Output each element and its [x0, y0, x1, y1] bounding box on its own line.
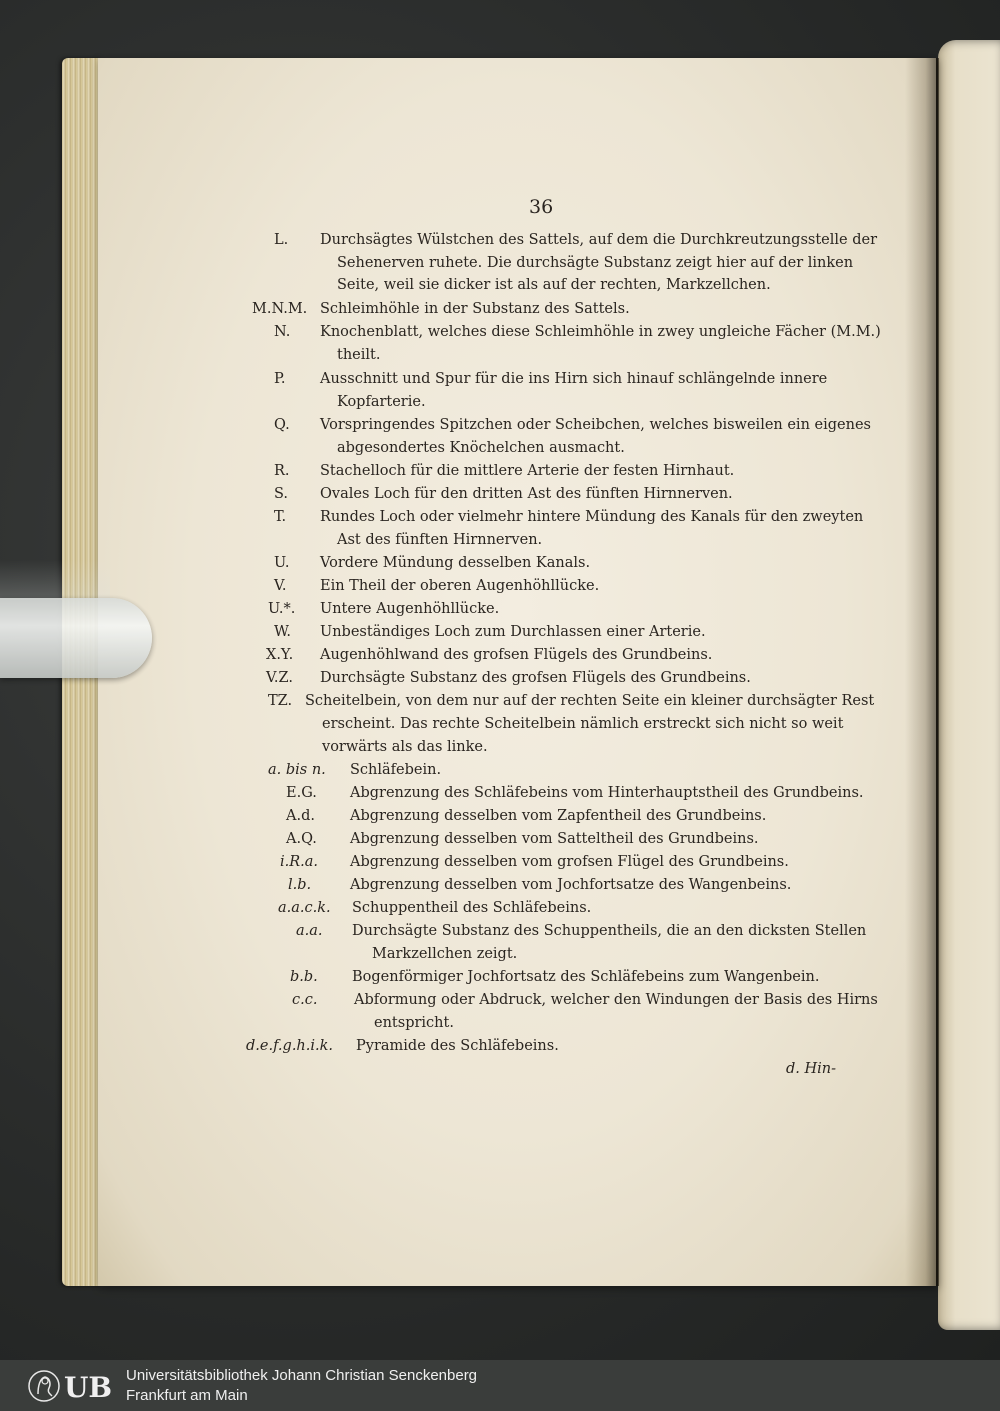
entry-key: c.c. — [292, 992, 318, 1008]
entry-key: P. — [274, 371, 286, 387]
footer-library-name: Universitätsbibliothek Johann Christian Senckenberg — [126, 1367, 478, 1384]
entry-line: Abgrenzung desselben vom Jochfortsatze des Wangenbeins. — [350, 877, 792, 893]
entry-line: Kopfarterie. — [337, 394, 426, 410]
glass-clamp-reflection — [0, 560, 110, 600]
entry-line: Unbeständiges Loch zum Durchlassen einer Arterie. — [320, 624, 706, 640]
entry-line: entspricht. — [374, 1015, 454, 1031]
catchword: d. Hin- — [786, 1061, 837, 1077]
entry-key: V. — [274, 578, 287, 594]
entry-key: U. — [274, 555, 290, 571]
adjacent-page — [938, 40, 1000, 1330]
entry-key: A.Q. — [286, 831, 317, 847]
entry-key: Q. — [274, 417, 290, 433]
entry-line: abgesondertes Knöchelchen ausmacht. — [337, 440, 625, 456]
entry-key: a.a. — [296, 923, 323, 939]
entry-key: V.Z. — [266, 670, 293, 686]
entry-key: M.N.M. — [252, 301, 308, 317]
entry-key: TZ. — [268, 693, 293, 709]
entry-key: i.R.a. — [280, 854, 319, 870]
entry-key: a.a.c.k. — [278, 900, 331, 916]
entry-line: Ovales Loch für den dritten Ast des fünften Hirnnerven. — [320, 486, 733, 502]
entry-line: Abformung oder Abdruck, welcher den Windungen der Basis des Hirns — [354, 992, 878, 1008]
entry-line: Schleimhöhle in der Substanz des Sattels. — [320, 301, 630, 317]
entry-line: Abgrenzung desselben vom grofsen Flügel des Grundbeins. — [350, 854, 789, 870]
entry-line: Vorspringendes Spitzchen oder Scheibchen, welches bisweilen ein eigenes — [320, 417, 871, 433]
entry-line: Vordere Mündung desselben Kanals. — [320, 555, 591, 571]
entry-key: W. — [274, 624, 291, 640]
entry-line: Ausschnitt und Spur für die ins Hirn sich hinauf schlängelnde innere — [320, 371, 828, 387]
entry-line: Scheitelbein, von dem nur auf der rechten Seite ein kleiner durchsägter Rest — [305, 693, 875, 709]
entry-line: Seite, weil sie dicker ist als auf der rechten, Markzellchen. — [337, 277, 771, 293]
entry-line: Schläfebein. — [350, 762, 442, 778]
entry-key: L. — [274, 232, 289, 248]
entry-key: l.b. — [288, 877, 312, 893]
entry-line: Ein Theil der oberen Augenhöhllücke. — [320, 578, 600, 594]
entry-line: Stachelloch für die mittlere Arterie der festen Hirnhaut. — [320, 463, 735, 479]
entry-line: Untere Augenhöhllücke. — [320, 601, 500, 617]
entry-line: Sehenerven ruhete. Die durchsägte Substanz zeigt hier auf der linken — [337, 255, 854, 271]
entry-line: Abgrenzung desselben vom Satteltheil des Grundbeins. — [350, 831, 759, 847]
entry-key: U.*. — [268, 601, 296, 617]
book-gutter — [905, 58, 939, 1286]
entry-line: theilt. — [337, 347, 381, 363]
page-number: 36 — [529, 196, 554, 218]
glass-clamp — [0, 598, 152, 678]
ub-logo — [26, 1366, 122, 1406]
entry-line: Knochenblatt, welches diese Schleimhöhle in zwey ungleiche Fächer (M.M.) — [320, 324, 881, 340]
entry-line: Abgrenzung des Schläfebeins vom Hinterhauptstheil des Grundbeins. — [350, 785, 864, 801]
entry-line: Ast des fünften Hirnnerven. — [337, 532, 543, 548]
entry-key: b.b. — [290, 969, 318, 985]
entry-key: X.Y. — [266, 647, 294, 663]
entry-line: Durchsägte Substanz des grofsen Flügels des Grundbeins. — [320, 670, 751, 686]
entry-line: Rundes Loch oder vielmehr hintere Mündung des Kanals für den zweyten — [320, 509, 864, 525]
entry-key: d.e.f.g.h.i.k. — [246, 1038, 334, 1054]
entry-key: E.G. — [286, 785, 317, 801]
entry-key: a. bis n. — [268, 762, 326, 778]
entry-key: A.d. — [286, 808, 315, 824]
entry-line: Pyramide des Schläfebeins. — [356, 1038, 559, 1054]
entry-line: Abgrenzung desselben vom Zapfentheil des Grundbeins. — [350, 808, 767, 824]
entry-line: Bogenförmiger Jochfortsatz des Schläfebeins zum Wangenbein. — [352, 969, 820, 985]
entry-key: S. — [274, 486, 289, 502]
entry-line: Schuppentheil des Schläfebeins. — [352, 900, 592, 916]
entry-line: Markzellchen zeigt. — [372, 946, 518, 962]
entry-line: vorwärts als das linke. — [322, 739, 488, 755]
entry-line: erscheint. Das rechte Scheitelbein nämlich erstreckt sich nicht so weit — [322, 716, 844, 732]
entry-line: Durchsägte Substanz des Schuppentheils, die an den dicksten Stellen — [352, 923, 867, 939]
entry-key: N. — [274, 324, 291, 340]
ub-logo-text: UB — [64, 1371, 113, 1404]
ub-logo-icon — [26, 1366, 122, 1406]
footer-library-city: Frankfurt am Main — [126, 1387, 248, 1404]
entry-line: Durchsägtes Wülstchen des Sattels, auf dem die Durchkreutzungsstelle der — [320, 232, 878, 248]
entry-line: Augenhöhlwand des grofsen Flügels des Grundbeins. — [320, 647, 713, 663]
entry-key: T. — [274, 509, 287, 525]
entry-key: R. — [274, 463, 290, 479]
